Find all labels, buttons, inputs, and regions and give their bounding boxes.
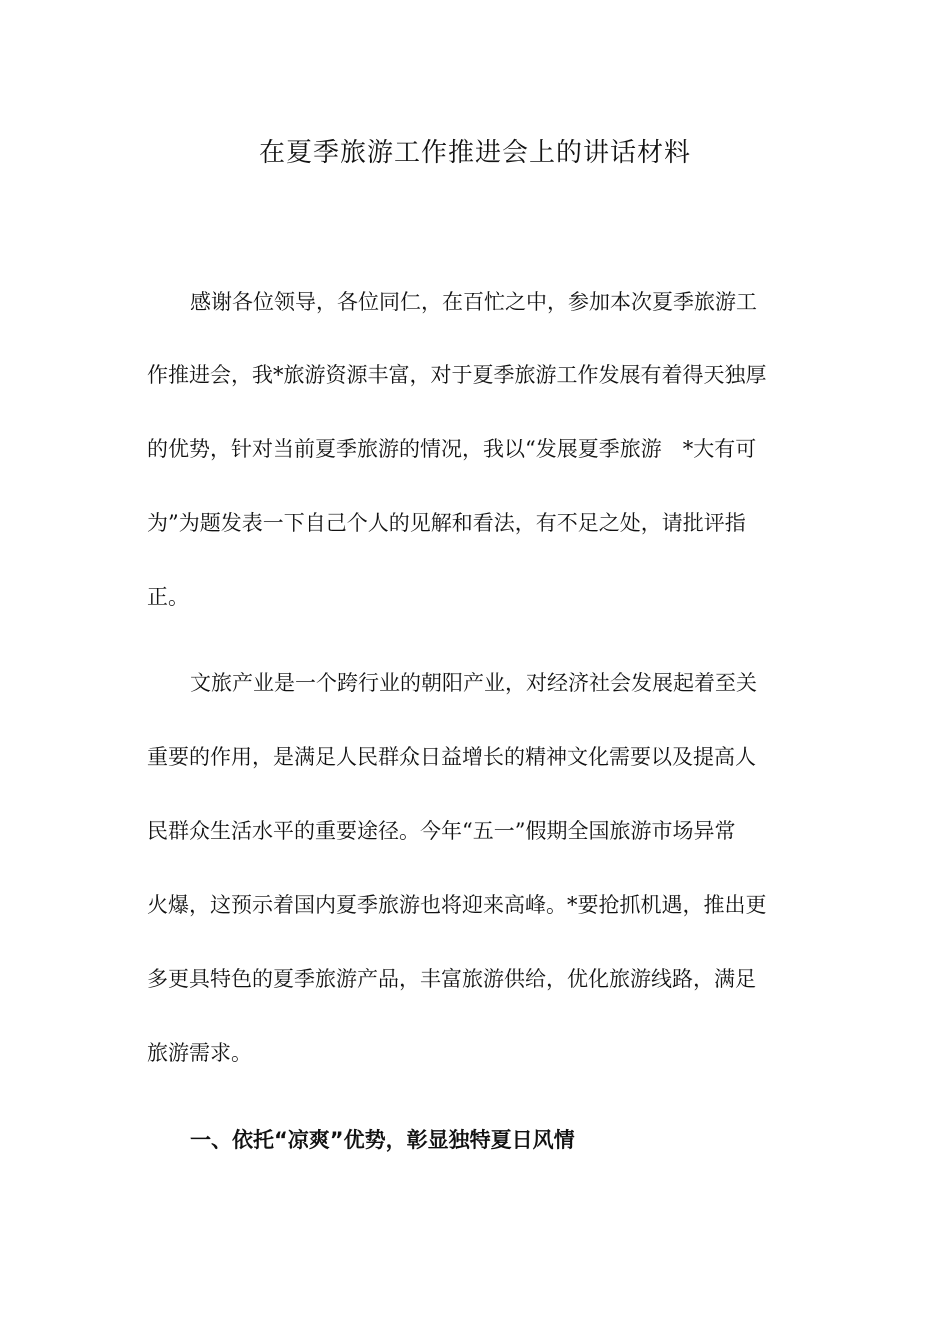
paragraph-2-line-3: 民群众生活水平的重要途径。今年“五一”假期全国旅游市场异常 [147, 819, 736, 843]
paragraph-2-line-2: 重要的作用，是满足人民群众日益增长的精神文化需要以及提高人 [147, 745, 756, 769]
paragraph-1-line-2: 作推进会，我*旅游资源丰富，对于夏季旅游工作发展有着得天独厚 [147, 363, 767, 387]
paragraph-1-line-1: 感谢各位领导，各位同仁，在百忙之中，参加本次夏季旅游工 [190, 290, 757, 314]
document-title: 在夏季旅游工作推进会上的讲话材料 [258, 138, 691, 168]
section-heading: 一、依托“凉爽”优势，彰显独特夏日风情 [190, 1128, 575, 1152]
paragraph-2-line-4: 火爆，这预示着国内夏季旅游也将迎来高峰。*要抢抓机遇，推出更 [147, 893, 767, 917]
paragraph-2-line-1: 文旅产业是一个跨行业的朝阳产业，对经济社会发展起着至关 [190, 671, 757, 695]
paragraph-1-line-3: 的优势，针对当前夏季旅游的情况，我以“发展夏季旅游 *大有可 [147, 437, 757, 461]
paragraph-1-line-4: 为”为题发表一下自己个人的见解和看法，有不足之处，请批评指 [147, 511, 746, 535]
paragraph-2-line-6: 旅游需求。 [147, 1041, 252, 1065]
paragraph-2-line-5: 多更具特色的夏季旅游产品，丰富旅游供给，优化旅游线路，满足 [147, 967, 756, 991]
paragraph-1-line-5: 正。 [147, 585, 189, 609]
